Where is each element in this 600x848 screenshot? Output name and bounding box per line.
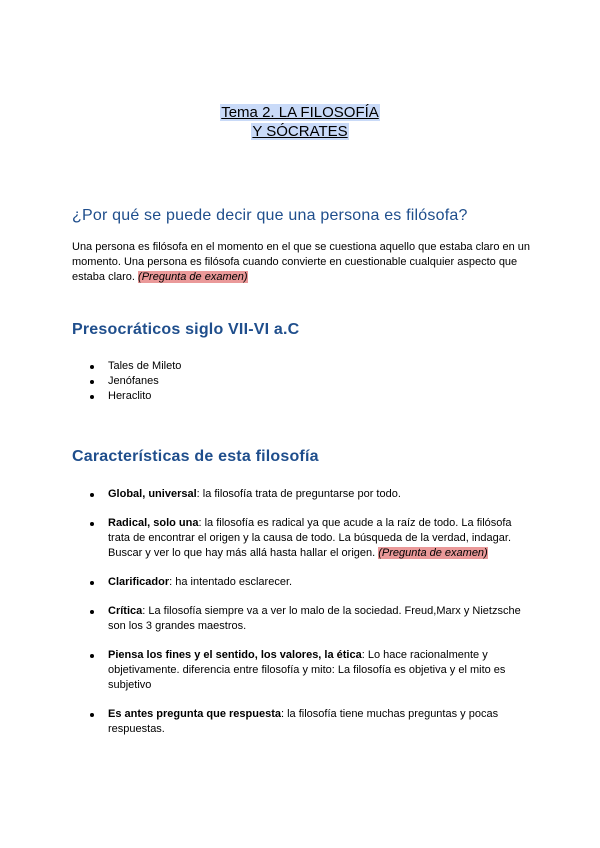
section-heading-presocratics: Presocráticos siglo VII-VI a.C — [72, 321, 300, 338]
list-item: Jenófanes — [72, 374, 181, 389]
characteristic-item — [108, 648, 528, 693]
list-item: Tales de Mileto — [72, 359, 181, 374]
characteristic-item — [108, 516, 528, 561]
characteristic-term: Piensa los fines y el sentido, los valores, la ética — [108, 649, 362, 661]
characteristic-term: Es antes pregunta que respuesta — [108, 708, 281, 720]
characteristic-text: : ha intentado esclarecer. — [169, 576, 293, 588]
characteristic-term: Radical, solo una — [108, 517, 199, 529]
presocratics-list — [72, 359, 181, 404]
characteristic-text: : la filosofía tiene muchas preguntas y pocas respuestas. — [108, 708, 499, 735]
bullet — [90, 581, 94, 585]
paragraph-philosopher-text: Una persona es filósofa en el momento en el que se cuestiona aquello que estaba claro en un momento. Una persona es filósofa cuando convierte en cuestionable cualquier aspecto que estaba claro. — [72, 241, 531, 283]
exam-tag: (Pregunta de examen) — [378, 547, 488, 559]
title-line-2: Y SÓCRATES — [252, 123, 348, 140]
characteristic-text: : la filosofía es radical ya que acude a la raíz de todo. La filósofa trata de encontrar el origen y la causa de todo. La búsqueda de la verdad, indagar. Buscar y ver lo que hay más allá hasta hallar el origen. — [108, 517, 512, 559]
characteristic-item — [108, 707, 528, 737]
characteristic-term: Global, universal — [108, 488, 197, 500]
title-line-1: Tema 2. LA FILOSOFÍA — [221, 104, 379, 121]
section-heading-philosopher: ¿Por qué se puede decir que una persona es filósofa? — [72, 207, 468, 224]
exam-tag: (Pregunta de examen) — [138, 271, 248, 283]
characteristic-term: Clarificador — [108, 576, 170, 588]
characteristic-term: Crítica — [108, 605, 143, 617]
list-item: Heraclito — [72, 389, 181, 404]
characteristic-text: : La filosofía siempre va a ver lo malo de la sociedad. Freud,Marx y Nietzsche son los 3 grandes maestros. — [108, 605, 521, 632]
bullet — [90, 654, 94, 658]
document-title — [0, 103, 600, 141]
paragraph-philosopher — [72, 240, 532, 285]
bullet — [90, 610, 94, 614]
bullet — [90, 713, 94, 717]
characteristic-item — [108, 575, 528, 590]
characteristic-text: : Lo hace racionalmente y objetivamente. diferencia entre filosofía y mito: La filosofía es objetiva y el mito es subjetivo — [108, 649, 506, 691]
characteristic-item — [108, 604, 528, 634]
bullet — [90, 522, 94, 526]
bullet — [90, 493, 94, 497]
section-heading-characteristics: Características de esta filosofía — [72, 448, 319, 465]
characteristic-item — [108, 487, 528, 502]
characteristic-text: : la filosofía trata de preguntarse por todo. — [196, 488, 401, 500]
